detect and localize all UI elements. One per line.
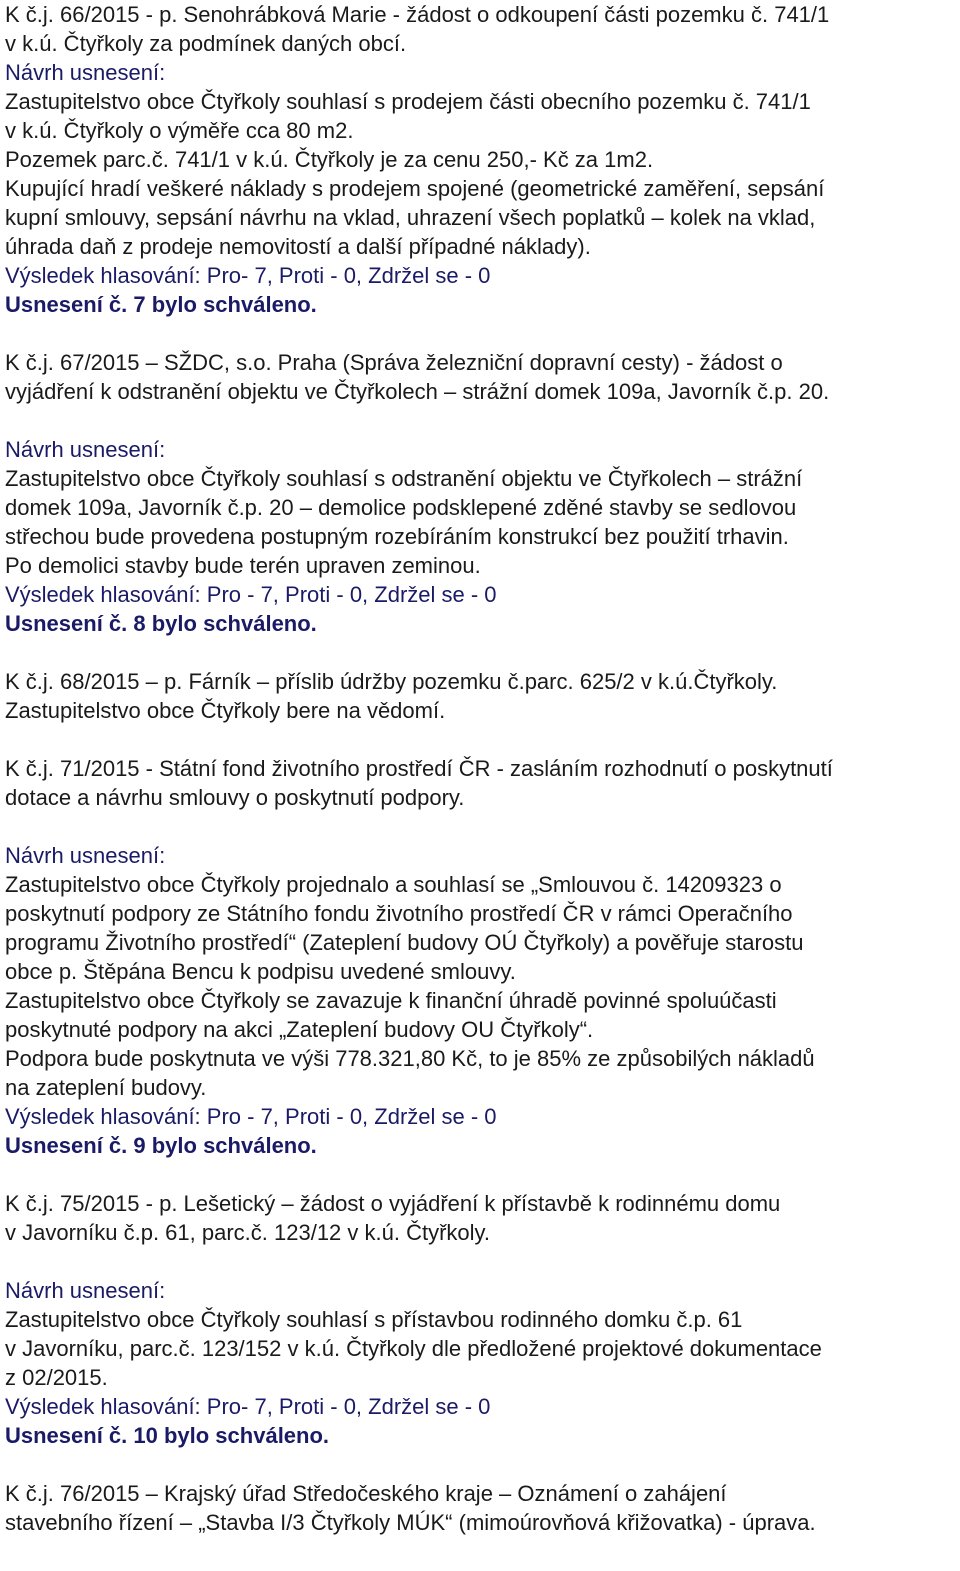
- vote-result: Výsledek hlasování: Pro - 7, Proti - 0, Zdržel se - 0: [5, 582, 497, 607]
- agenda-item-66-2015: [5, 0, 955, 319]
- proposal-label: Návrh usnesení:: [5, 60, 166, 85]
- item-heading-line: K č.j. 71/2015 - Státní fond životního prostředí ČR - zasláním rozhodnutí o poskytnutí: [5, 756, 833, 781]
- vote-result: Výsledek hlasování: Pro- 7, Proti - 0, Zdržel se - 0: [5, 263, 491, 288]
- proposal-text-line: programu Životního prostředí“ (Zateplení budovy OÚ Čtyřkoly) a pověřuje starostu: [5, 930, 804, 955]
- proposal-text-line: kupní smlouvy, sepsání návrhu na vklad, uhrazení všech poplatků – kolek na vklad,: [5, 205, 816, 230]
- resolution-approved: Usnesení č. 9 bylo schváleno.: [5, 1133, 317, 1158]
- proposal-label: Návrh usnesení:: [5, 437, 166, 462]
- item-heading-line: v Javorníku č.p. 61, parc.č. 123/12 v k.ú. Čtyřkoly.: [5, 1220, 491, 1245]
- item-heading-line: vyjádření k odstranění objektu ve Čtyřkolech – strážní domek 109a, Javorník č.p. 20.: [5, 379, 830, 404]
- document-page: [5, 0, 955, 1537]
- item-heading-line: K č.j. 76/2015 – Krajský úřad Středočeského kraje – Oznámení o zahájení: [5, 1481, 727, 1506]
- vote-result: Výsledek hlasování: Pro- 7, Proti - 0, Zdržel se - 0: [5, 1394, 491, 1419]
- proposal-text-line: obce p. Štěpána Bencu k podpisu uvedené smlouvy.: [5, 959, 516, 984]
- section-spacer: [5, 1247, 955, 1276]
- proposal-text-line: Pozemek parc.č. 741/1 v k.ú. Čtyřkoly je za cenu 250,- Kč za 1m2.: [5, 147, 654, 172]
- proposal-text-line: na zateplení budovy.: [5, 1075, 207, 1100]
- proposal-label: Návrh usnesení:: [5, 843, 166, 868]
- proposal-text-line: z 02/2015.: [5, 1365, 108, 1390]
- item-heading-line: K č.j. 67/2015 – SŽDC, s.o. Praha (Správa železniční dopravní cesty) - žádost o: [5, 350, 783, 375]
- section-spacer: [5, 638, 955, 667]
- section-spacer: [5, 1160, 955, 1189]
- proposal-text-line: Zastupitelstvo obce Čtyřkoly souhlasí s přístavbou rodinného domku č.p. 61: [5, 1307, 743, 1332]
- proposal-label: Návrh usnesení:: [5, 1278, 166, 1303]
- section-spacer: [5, 725, 955, 754]
- agenda-item-76-2015: [5, 1479, 955, 1537]
- agenda-item-75-2015: [5, 1189, 955, 1450]
- section-spacer: [5, 406, 955, 435]
- proposal-text-line: Zastupitelstvo obce Čtyřkoly souhlasí s prodejem části obecního pozemku č. 741/1: [5, 89, 811, 114]
- proposal-text-line: Kupující hradí veškeré náklady s prodejem spojené (geometrické zaměření, sepsání: [5, 176, 825, 201]
- proposal-text-line: v Javorníku, parc.č. 123/152 v k.ú. Čtyřkoly dle předložené projektové dokumentace: [5, 1336, 822, 1361]
- agenda-item-71-2015: [5, 754, 955, 1160]
- agenda-item-68-2015: [5, 667, 955, 725]
- proposal-text-line: Zastupitelstvo obce Čtyřkoly souhlasí s odstranění objektu ve Čtyřkolech – strážní: [5, 466, 803, 491]
- item-heading-line: K č.j. 66/2015 - p. Senohrábková Marie - žádost o odkoupení části pozemku č. 741/1: [5, 2, 830, 27]
- section-spacer: [5, 319, 955, 348]
- item-heading-line: K č.j. 75/2015 - p. Lešetický – žádost o vyjádření k přístavbě k rodinnému domu: [5, 1191, 781, 1216]
- item-heading-line: stavebního řízení – „Stavba I/3 Čtyřkoly MÚK“ (mimoúrovňová křižovatka) - úprava.: [5, 1510, 816, 1535]
- proposal-text-line: poskytnutí podpory ze Státního fondu životního prostředí ČR v rámci Operačního: [5, 901, 793, 926]
- proposal-text-line: Podpora bude poskytnuta ve výši 778.321,80 Kč, to je 85% ze způsobilých nákladů: [5, 1046, 815, 1071]
- item-heading-line: Zastupitelstvo obce Čtyřkoly bere na vědomí.: [5, 698, 446, 723]
- section-spacer: [5, 1450, 955, 1479]
- resolution-approved: Usnesení č. 8 bylo schváleno.: [5, 611, 317, 636]
- item-heading-line: dotace a návrhu smlouvy o poskytnutí podpory.: [5, 785, 465, 810]
- proposal-text-line: poskytnuté podpory na akci „Zateplení budovy OU Čtyřkoly“.: [5, 1017, 594, 1042]
- item-heading-line: K č.j. 68/2015 – p. Fárník – příslib údržby pozemku č.parc. 625/2 v k.ú.Čtyřkoly.: [5, 669, 778, 694]
- item-heading-line: v k.ú. Čtyřkoly za podmínek daných obcí.: [5, 31, 407, 56]
- proposal-text-line: střechou bude provedena postupným rozebíráním konstrukcí bez použití trhavin.: [5, 524, 789, 549]
- section-spacer: [5, 812, 955, 841]
- proposal-text-line: úhrada daň z prodeje nemovitostí a další případné náklady).: [5, 234, 591, 259]
- resolution-approved: Usnesení č. 7 bylo schváleno.: [5, 292, 317, 317]
- proposal-text-line: Po demolici stavby bude terén upraven zeminou.: [5, 553, 481, 578]
- proposal-text-line: Zastupitelstvo obce Čtyřkoly projednalo a souhlasí se „Smlouvou č. 14209323 o: [5, 872, 782, 897]
- vote-result: Výsledek hlasování: Pro - 7, Proti - 0, Zdržel se - 0: [5, 1104, 497, 1129]
- proposal-text-line: domek 109a, Javorník č.p. 20 – demolice podsklepené zděné stavby se sedlovou: [5, 495, 797, 520]
- resolution-approved: Usnesení č. 10 bylo schváleno.: [5, 1423, 330, 1448]
- proposal-text-line: Zastupitelstvo obce Čtyřkoly se zavazuje k finanční úhradě povinné spoluúčasti: [5, 988, 777, 1013]
- agenda-item-67-2015: [5, 348, 955, 638]
- proposal-text-line: v k.ú. Čtyřkoly o výměře cca 80 m2.: [5, 118, 354, 143]
